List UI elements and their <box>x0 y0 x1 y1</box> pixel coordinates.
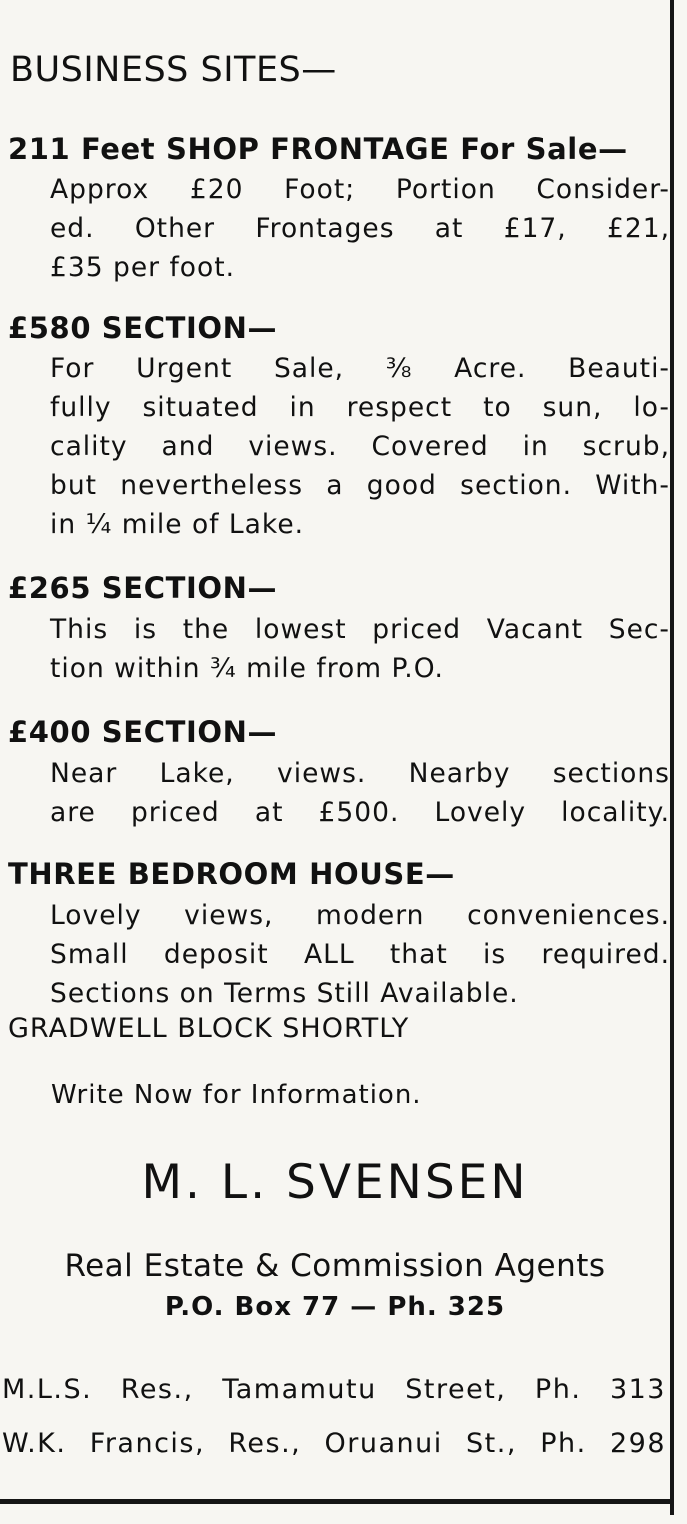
bottom-border-rule <box>0 1499 674 1504</box>
listing-line: but nevertheless a good section. With- <box>50 470 670 501</box>
listing-body-400-section <box>50 754 670 832</box>
listing-line: fully situated in respect to sun, lo- <box>50 392 670 423</box>
section-heading: BUSINESS SITES— <box>10 50 337 90</box>
residence-line-mls: M.L.S. Res., Tamamutu Street, Ph. 313 <box>2 1374 666 1405</box>
listing-line: For Urgent Sale, ⅜ Acre. Beauti- <box>50 353 670 384</box>
listing-line: tion within ¾ mile from P.O. <box>50 653 444 684</box>
listing-body-265-section <box>50 610 670 688</box>
company-tagline: Real Estate & Commission Agents <box>64 1248 606 1284</box>
gradwell-notice: GRADWELL BLOCK SHORTLY <box>8 1013 410 1044</box>
listing-body-shop-frontage <box>50 170 670 287</box>
listing-line: are priced at £500. Lovely locality. <box>50 797 670 828</box>
residence-line-francis: W.K. Francis, Res., Oruanui St., Ph. 298 <box>2 1428 666 1459</box>
write-now-notice: Write Now for Information. <box>51 1080 422 1110</box>
company-name: M. L. SVENSEN <box>141 1155 529 1210</box>
listing-line: Approx £20 Foot; Portion Consider- <box>50 174 670 205</box>
listing-line: Lovely views, modern conveniences. <box>50 900 670 931</box>
right-border-rule <box>670 0 674 1515</box>
listing-line: ed. Other Frontages at £17, £21, <box>50 213 670 244</box>
listing-line: £35 per foot. <box>50 252 236 283</box>
listing-line: Sections on Terms Still Available. <box>50 978 519 1009</box>
listing-line: Near Lake, views. Nearby sections <box>50 758 670 789</box>
listing-line: Small deposit ALL that is required. <box>50 939 670 970</box>
listing-heading-three-bedroom-house: THREE BEDROOM HOUSE— <box>8 857 455 891</box>
contact-line: P.O. Box 77 — Ph. 325 <box>164 1292 506 1322</box>
listing-heading-shop-frontage: 211 Feet SHOP FRONTAGE For Sale— <box>8 132 628 166</box>
listing-line: cality and views. Covered in scrub, <box>50 431 670 462</box>
listing-heading-265-section: £265 SECTION— <box>8 571 278 605</box>
listing-line: This is the lowest priced Vacant Sec- <box>50 614 670 645</box>
listing-heading-580-section: £580 SECTION— <box>8 311 278 345</box>
listing-line: in ¼ mile of Lake. <box>50 509 305 540</box>
listing-body-580-section <box>50 349 670 544</box>
listing-heading-400-section: £400 SECTION— <box>8 715 278 749</box>
listing-body-three-bedroom-house <box>50 896 670 1013</box>
